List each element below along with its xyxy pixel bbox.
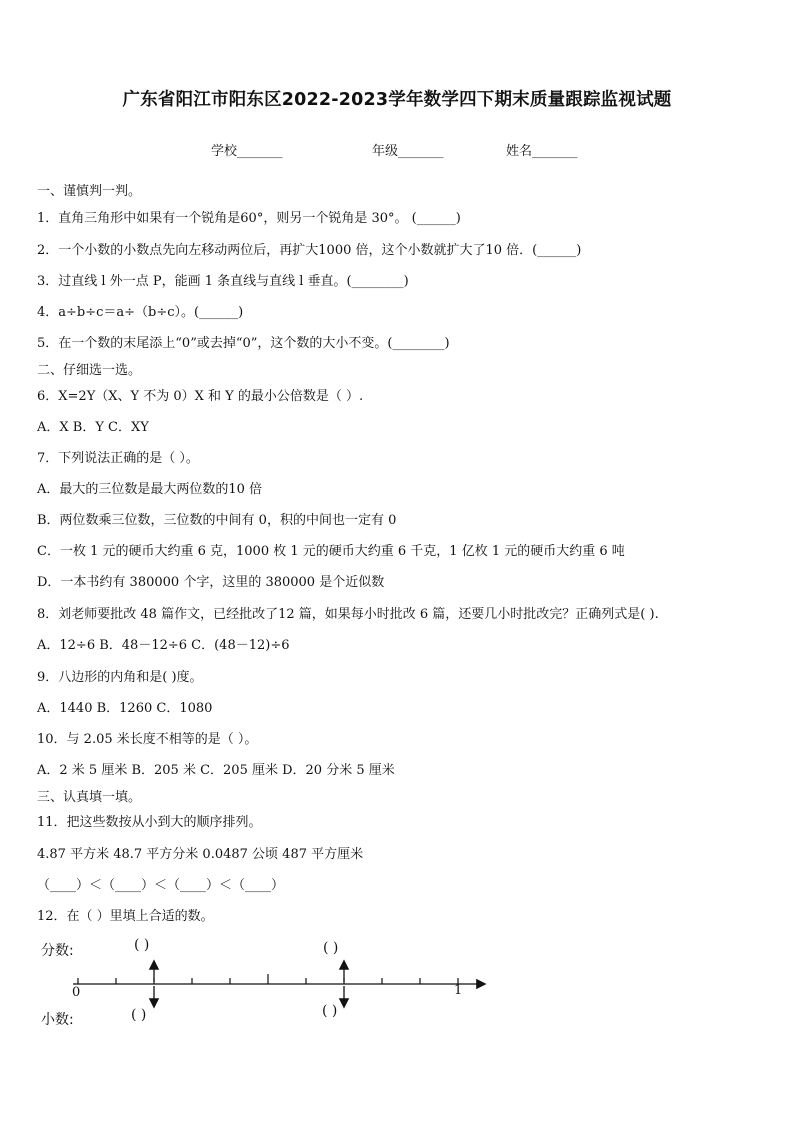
- decimal-blank-2[interactable]: ( ): [322, 1003, 338, 1019]
- question-9: 9．八边形的内角和是( )度。: [37, 670, 203, 685]
- grade-field[interactable]: 年级_______: [372, 144, 444, 159]
- question-7-option-b: B．两位数乘三位数，三位数的中间有 0，积的中间也一定有 0: [37, 513, 397, 528]
- page-title: 广东省阳江市阳东区2022-2023学年数学四下期末质量跟踪监视试题: [122, 90, 672, 110]
- fraction-blank-1[interactable]: ( ): [134, 937, 150, 953]
- section-heading-3: 三、认真填一填。: [37, 790, 142, 805]
- question-3: 3．过直线 l 外一点 P，能画 1 条直线与直线 l 垂直。(________): [37, 274, 409, 289]
- question-8-options: A．12÷6 B．48－12÷6 C．(48－12)÷6: [37, 638, 290, 653]
- question-6: 6．X=2Y（X、Y 不为 0）X 和 Y 的最小公倍数是（ ）.: [37, 389, 364, 404]
- section-heading-1: 一、谨慎判一判。: [37, 184, 142, 199]
- question-8: 8．刘老师要批改 48 篇作文，已经批改了12 篇，如果每小时批改 6 篇，还要几小时批改完？正确列式是( ).: [37, 607, 659, 622]
- question-4: 4．a÷b÷c＝a÷（b÷c）。(______): [37, 305, 244, 320]
- fraction-blank-2[interactable]: ( ): [323, 940, 339, 956]
- question-11-blanks: （____）＜（____）＜（____）＜（____）: [37, 878, 285, 893]
- decimal-label: 小数:: [41, 1012, 74, 1028]
- question-11: 11．把这些数按从小到大的顺序排列。: [37, 815, 262, 830]
- question-10: 10．与 2.05 米长度不相等的是（ ）。: [37, 732, 258, 747]
- question-6-options: A．X B．Y C．XY: [37, 420, 149, 435]
- question-11-items: 4.87 平方米 48.7 平方分米 0.0487 公顷 487 平方厘米: [37, 847, 364, 862]
- section-heading-2: 二、仔细选一选。: [37, 363, 142, 378]
- question-1: 1．直角三角形中如果有一个锐角是60°，则另一个锐角是 30°。 (______): [37, 211, 461, 226]
- question-2: 2．一个小数的小数点先向左移动两位后，再扩大1000 倍，这个小数就扩大了10 倍．(______): [37, 243, 582, 258]
- fraction-label: 分数:: [41, 943, 74, 959]
- decimal-blank-1[interactable]: ( ): [131, 1007, 147, 1023]
- question-12: 12．在（ ）里填上合适的数。: [37, 909, 214, 924]
- end-tick-label: 1: [454, 983, 463, 998]
- question-9-options: A．1440 B．1260 C．1080: [37, 701, 213, 716]
- question-7: 7．下列说法正确的是（ ）。: [37, 451, 199, 466]
- question-7-option-d: D．一本书约有 380000 个字，这里的 380000 是个近似数: [37, 575, 385, 590]
- number-line-ticks: [78, 974, 458, 984]
- start-tick-label: 0: [72, 985, 81, 1000]
- question-5: 5．在一个数的末尾添上“0”或去掉“0”，这个数的大小不变。(________): [37, 336, 450, 351]
- question-7-option-c: C．一枚 1 元的硬币大约重 6 克，1000 枚 1 元的硬币大约重 6 千克，1 亿枚 1 元的硬币大约重 6 吨: [37, 544, 625, 559]
- question-10-options: A．2 米 5 厘米 B．205 米 C．205 厘米 D．20 分米 5 厘米: [37, 763, 395, 778]
- school-field[interactable]: 学校_______: [211, 144, 283, 159]
- question-7-option-a: A．最大的三位数是最大两位数的10 倍: [37, 482, 263, 497]
- name-field[interactable]: 姓名_______: [506, 144, 578, 159]
